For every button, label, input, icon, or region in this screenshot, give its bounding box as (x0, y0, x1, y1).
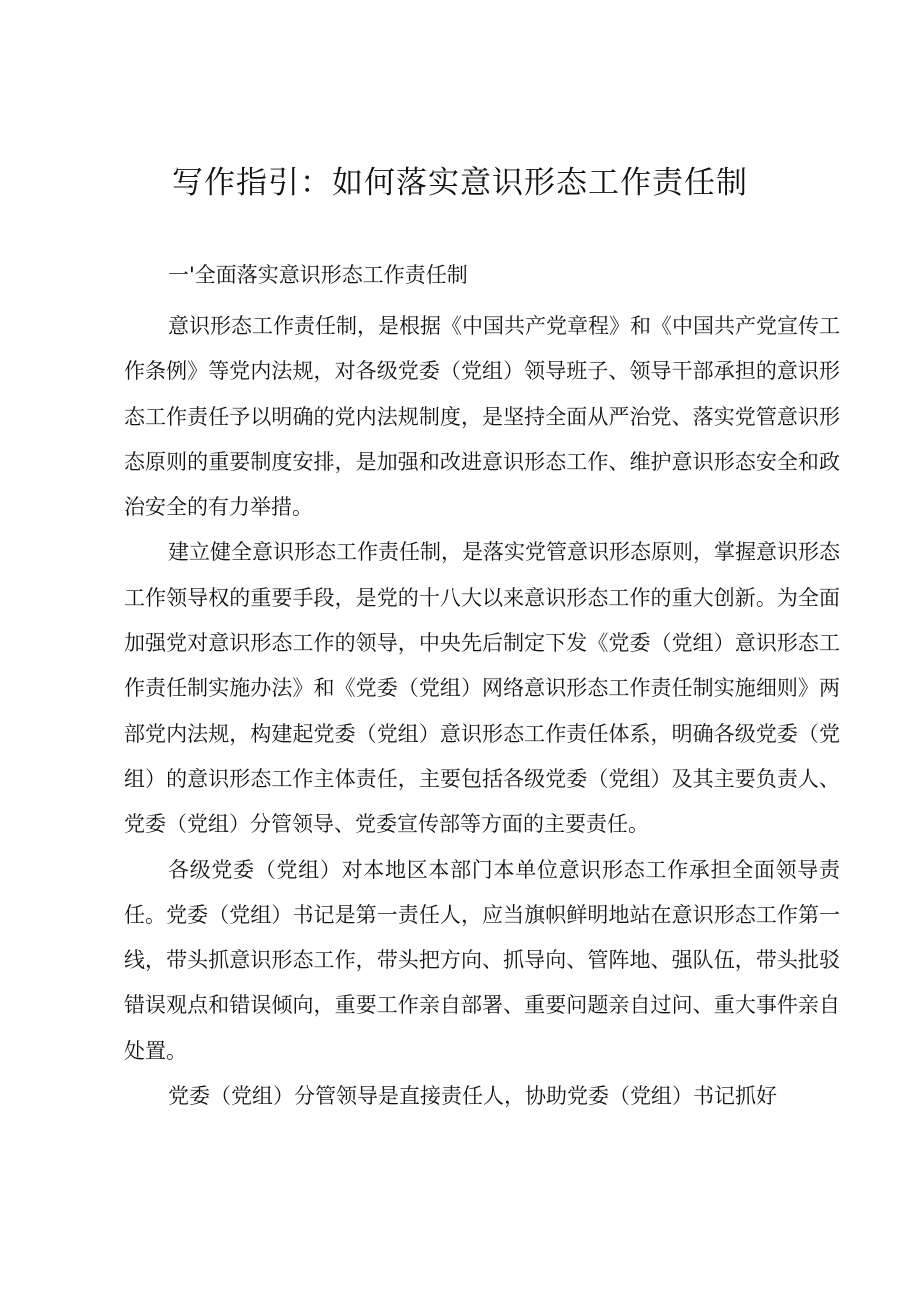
paragraph-lead: 建立健全意识形态工作责任制， (168, 540, 462, 565)
document-body (124, 260, 840, 1119)
paragraph (124, 304, 840, 530)
paragraph-text: 党委（党组）书记是第一责任人，应当旗帜鲜明地站在意识形态工作第一线，带头抓意识形态工作，带头把方向、抓导向、管阵地、强队伍，带头批驳错误观点和错误倾向，重要工作亲自部署、重要问题亲自过问、重大事件亲自处置。 (124, 902, 841, 1063)
document-title: 写作指引：如何落实意识形态工作责任制 (172, 165, 748, 201)
paragraph-text: 协助党委（党组）书记抓好 (525, 1084, 777, 1109)
paragraph (124, 1074, 840, 1119)
paragraph (124, 848, 840, 1074)
paragraph-lead: 意识形态工作责任制， (168, 314, 378, 338)
paragraph (124, 530, 840, 847)
paragraph-text: 是根据《中国共产党章程》和《中国共产党宣传工作条例》等党内法规，对各级党委（党组）领导班子、领导干部承担的意识形态工作责任予以明确的党内法规制度，是坚持全面从严治党、落实党管意识形态原则的重要制度安排，是加强和改进意识形态工作、维护意识形态安全和政治安全的有力举措。 (124, 314, 840, 520)
paragraph-text: 是落实党管意识形态原则，掌握意识形态工作领导权的重要手段，是党的十八大以来意识形态工作的重大创新。为全面加强党对意识形态工作的领导，中央先后制定下发《党委（党组）意识形态工作责任制实施办法》和《党委（党组）网络意识形态工作责任制实施细则》两部党内法规，构建起党委（党组）意识形态工作责任体系，明确各级党委（党组）的意识形态工作主体责任，主要包括各级党委（党组）及其主要负责人、党委（党组）分管领导、党委宣传部等方面的主要责任。 (124, 540, 840, 837)
section-heading: 一'全面落实意识形态工作责任制 (168, 263, 468, 287)
paragraph-lead: 党委（党组）分管领导是直接责任人， (168, 1084, 525, 1109)
paragraph-lead: 各级党委（党组）对本地区本部门本单位意识形态工作承担全面领导责任。 (124, 857, 840, 927)
